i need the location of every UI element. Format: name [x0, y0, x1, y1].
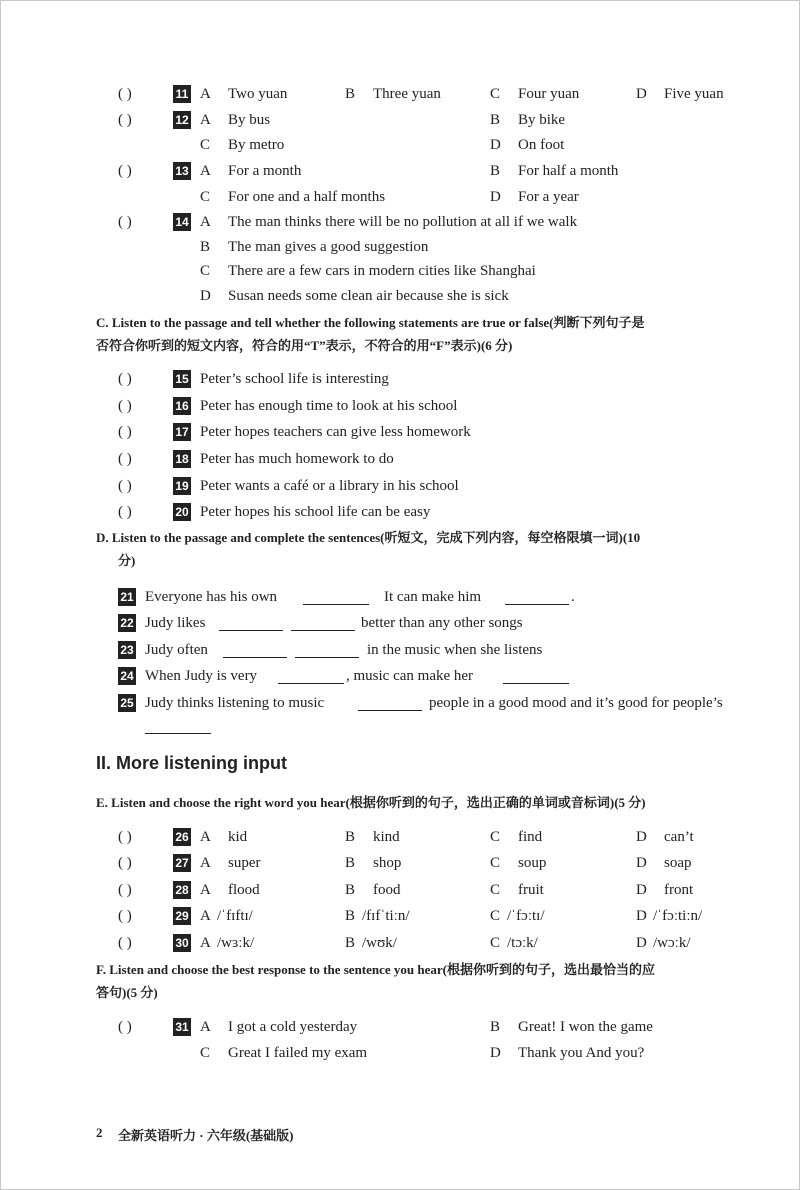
option-c: Four yuan — [518, 86, 580, 102]
option-a: /wɜːk/ — [217, 935, 255, 951]
question-number: 22 — [118, 614, 136, 632]
sentence-22 — [1, 612, 800, 634]
answer-paren: ( ) — [118, 424, 132, 440]
answer-blank[interactable] — [223, 641, 287, 658]
question-number: 15 — [173, 370, 191, 388]
question-number: 23 — [118, 641, 136, 659]
option-label: B — [345, 855, 356, 871]
option-label: D — [636, 882, 647, 898]
option-d: /wɔːk/ — [653, 935, 691, 951]
statement-text: Peter has enough time to look at his school — [200, 398, 458, 414]
sentence-text: people in a good mood and it’s good for people’s — [429, 695, 723, 711]
question-14-option-b — [1, 236, 800, 258]
answer-paren: ( ) — [118, 882, 132, 898]
question-12 — [1, 109, 800, 131]
question-number: 11 — [173, 85, 191, 103]
option-label: C — [490, 855, 501, 871]
question-13-row2 — [1, 186, 800, 208]
answer-paren: ( ) — [118, 829, 132, 845]
answer-blank-25-continued[interactable] — [145, 717, 211, 735]
option-d: soap — [664, 855, 692, 871]
option-label: C — [490, 908, 501, 924]
sentence-text: , music can make her — [346, 668, 474, 684]
question-number: 30 — [173, 934, 191, 952]
option-label: C — [200, 189, 211, 205]
sentence-text: Judy often — [145, 642, 208, 658]
answer-paren: ( ) — [118, 86, 132, 102]
option-a: flood — [228, 882, 260, 898]
statement-text: Peter wants a café or a library in his school — [200, 478, 459, 494]
question-number: 31 — [173, 1018, 191, 1036]
section-e-heading: E. Listen and choose the right word you hear(根据你听到的句子，选出正确的单词或音标词)(5 分) — [96, 795, 646, 810]
section-f-heading: F. Listen and choose the best response to the sentence you hear(根据你听到的句子，选出最恰当的应 — [96, 962, 655, 977]
sentence-text: Everyone has his own — [145, 589, 278, 605]
option-c: soup — [518, 855, 547, 871]
option-d: Thank you And you? — [518, 1045, 645, 1061]
option-c: By metro — [228, 137, 285, 153]
sentence-24 — [1, 665, 800, 687]
option-label: B — [490, 112, 501, 128]
question-number: 27 — [173, 854, 191, 872]
option-d: front — [664, 882, 694, 898]
book-title: 全新英语听力 · 六年级(基础版) — [118, 1128, 294, 1143]
answer-paren: ( ) — [118, 908, 132, 924]
question-number: 29 — [173, 907, 191, 925]
section-d-heading: D. Listen to the passage and complete the sentences(听短文，完成下列内容，每空格限填一词)(10 — [96, 530, 641, 545]
statement-20 — [1, 501, 800, 523]
option-b: food — [373, 882, 401, 898]
question-number: 24 — [118, 667, 136, 685]
section-d-heading-cont: 分) — [118, 553, 136, 568]
option-a: kid — [228, 829, 248, 845]
option-label: D — [636, 86, 647, 102]
option-label: D — [636, 908, 647, 924]
answer-paren: ( ) — [118, 855, 132, 871]
option-label: B — [490, 1019, 501, 1035]
sentence-text: It can make him — [384, 589, 482, 605]
option-d: On foot — [518, 137, 565, 153]
answer-paren: ( ) — [118, 478, 132, 494]
option-label: A — [200, 112, 211, 128]
sentence-text: Judy likes — [145, 615, 206, 631]
option-c: For one and a half months — [228, 189, 386, 205]
question-30 — [1, 932, 800, 954]
option-b: /wʊk/ — [362, 935, 397, 951]
question-12-row2 — [1, 134, 800, 156]
statement-15 — [1, 368, 800, 390]
answer-paren: ( ) — [118, 163, 132, 179]
sentence-text: When Judy is very — [145, 668, 258, 684]
statement-text: Peter has much homework to do — [200, 451, 394, 467]
option-label: A — [200, 163, 211, 179]
question-11 — [1, 83, 800, 105]
answer-paren: ( ) — [118, 1019, 132, 1035]
option-label: A — [200, 214, 211, 230]
answer-paren: ( ) — [118, 371, 132, 387]
answer-blank[interactable] — [358, 694, 422, 711]
question-number: 13 — [173, 162, 191, 180]
question-14-option-c — [1, 260, 800, 282]
option-d: can’t — [664, 829, 694, 845]
question-number: 20 — [173, 503, 191, 521]
option-label: A — [200, 86, 211, 102]
answer-paren: ( ) — [118, 398, 132, 414]
option-label: B — [345, 882, 356, 898]
question-number: 14 — [173, 213, 191, 231]
option-label: C — [490, 829, 501, 845]
question-number: 25 — [118, 694, 136, 712]
question-number: 16 — [173, 397, 191, 415]
option-label: A — [200, 882, 211, 898]
section-c-heading-cont: 否符合你听到的短文内容，符合的用“T”表示，不符合的用“F”表示)(6 分) — [96, 338, 513, 353]
option-label: D — [200, 288, 211, 304]
answer-paren: ( ) — [118, 504, 132, 520]
statement-18 — [1, 448, 800, 470]
option-a: Two yuan — [228, 86, 288, 102]
option-label: C — [490, 935, 501, 951]
answer-paren: ( ) — [118, 935, 132, 951]
option-label: B — [200, 239, 211, 255]
option-label: B — [345, 86, 356, 102]
question-28 — [1, 879, 800, 901]
question-31-row2 — [1, 1042, 800, 1064]
option-label: A — [200, 829, 211, 845]
statement-text: Peter hopes his school life can be easy — [200, 504, 431, 520]
option-c: There are a few cars in modern cities like Shanghai — [228, 263, 536, 279]
option-c: find — [518, 829, 543, 845]
question-number: 21 — [118, 588, 136, 606]
question-number: 17 — [173, 423, 191, 441]
option-label: D — [490, 137, 501, 153]
option-a: I got a cold yesterday — [228, 1019, 358, 1035]
question-27 — [1, 852, 800, 874]
question-14-option-d — [1, 285, 800, 307]
option-label: B — [490, 163, 501, 179]
option-a: The man thinks there will be no pollution at all if we walk — [228, 214, 578, 230]
option-label: D — [636, 829, 647, 845]
option-b: shop — [373, 855, 402, 871]
option-a: By bus — [228, 112, 271, 128]
option-d: For a year — [518, 189, 579, 205]
question-number: 18 — [173, 450, 191, 468]
question-number: 12 — [173, 111, 191, 129]
option-label: A — [200, 855, 211, 871]
option-label: C — [200, 1045, 211, 1061]
sentence-23 — [1, 639, 800, 661]
sentence-21 — [1, 586, 800, 608]
statement-17 — [1, 421, 800, 443]
statement-text: Peter hopes teachers can give less homework — [200, 424, 471, 440]
option-b: The man gives a good suggestion — [228, 239, 429, 255]
section-f-heading-cont: 答句)(5 分) — [96, 985, 158, 1000]
option-c: /tɔːk/ — [507, 935, 538, 951]
statement-16 — [1, 395, 800, 417]
part-title: II. More listening input — [96, 753, 287, 773]
option-b: By bike — [518, 112, 566, 128]
question-31 — [1, 1016, 800, 1038]
answer-blank[interactable] — [303, 588, 369, 605]
answer-blank[interactable] — [503, 667, 569, 684]
answer-blank[interactable] — [145, 717, 211, 734]
option-label: B — [345, 935, 356, 951]
question-13 — [1, 160, 800, 182]
section-c-heading: C. Listen to the passage and tell whether the following statements are true or false(判断下列句子是 — [96, 315, 645, 330]
option-label: C — [490, 86, 501, 102]
option-b: Three yuan — [373, 86, 441, 102]
answer-blank[interactable] — [278, 667, 344, 684]
option-c: Great I failed my exam — [228, 1045, 368, 1061]
statement-text: Peter’s school life is interesting — [200, 371, 389, 387]
option-d: Susan needs some clean air because she is sick — [228, 288, 509, 304]
option-b: For half a month — [518, 163, 619, 179]
option-label: D — [490, 1045, 501, 1061]
option-label: A — [200, 908, 211, 924]
question-number: 19 — [173, 477, 191, 495]
answer-blank[interactable] — [295, 641, 359, 658]
sentence-text: in the music when she listens — [367, 642, 543, 658]
option-a: super — [228, 855, 261, 871]
option-label: D — [490, 189, 501, 205]
option-label: C — [200, 263, 211, 279]
option-d: /ˈfɔːtiːn/ — [653, 908, 703, 924]
statement-19 — [1, 475, 800, 497]
sentence-text: Judy thinks listening to music — [145, 695, 325, 711]
option-c: /ˈfɔːtɪ/ — [507, 908, 545, 924]
option-label: C — [490, 882, 501, 898]
option-b: /fɪfˈtiːn/ — [362, 908, 410, 924]
sentence-25 — [1, 692, 800, 714]
page-number: 2 — [96, 1125, 103, 1140]
question-number: 26 — [173, 828, 191, 846]
option-label: D — [636, 855, 647, 871]
option-d: Five yuan — [664, 86, 724, 102]
sentence-text: . — [571, 589, 575, 605]
option-label: A — [200, 935, 211, 951]
answer-blank[interactable] — [219, 614, 283, 631]
option-b: kind — [373, 829, 400, 845]
answer-paren: ( ) — [118, 214, 132, 230]
option-label: D — [636, 935, 647, 951]
option-label: A — [200, 1019, 211, 1035]
option-a: For a month — [228, 163, 302, 179]
question-29 — [1, 905, 800, 927]
question-26 — [1, 826, 800, 848]
answer-paren: ( ) — [118, 112, 132, 128]
answer-blank[interactable] — [291, 614, 355, 631]
option-label: C — [200, 137, 211, 153]
sentence-text: better than any other songs — [361, 615, 523, 631]
question-number: 28 — [173, 881, 191, 899]
question-14 — [1, 211, 800, 233]
answer-blank[interactable] — [505, 588, 569, 605]
answer-paren: ( ) — [118, 451, 132, 467]
option-b: Great! I won the game — [518, 1019, 653, 1035]
option-a: /ˈfɪftɪ/ — [217, 908, 253, 924]
option-c: fruit — [518, 882, 544, 898]
option-label: B — [345, 829, 356, 845]
option-label: B — [345, 908, 356, 924]
